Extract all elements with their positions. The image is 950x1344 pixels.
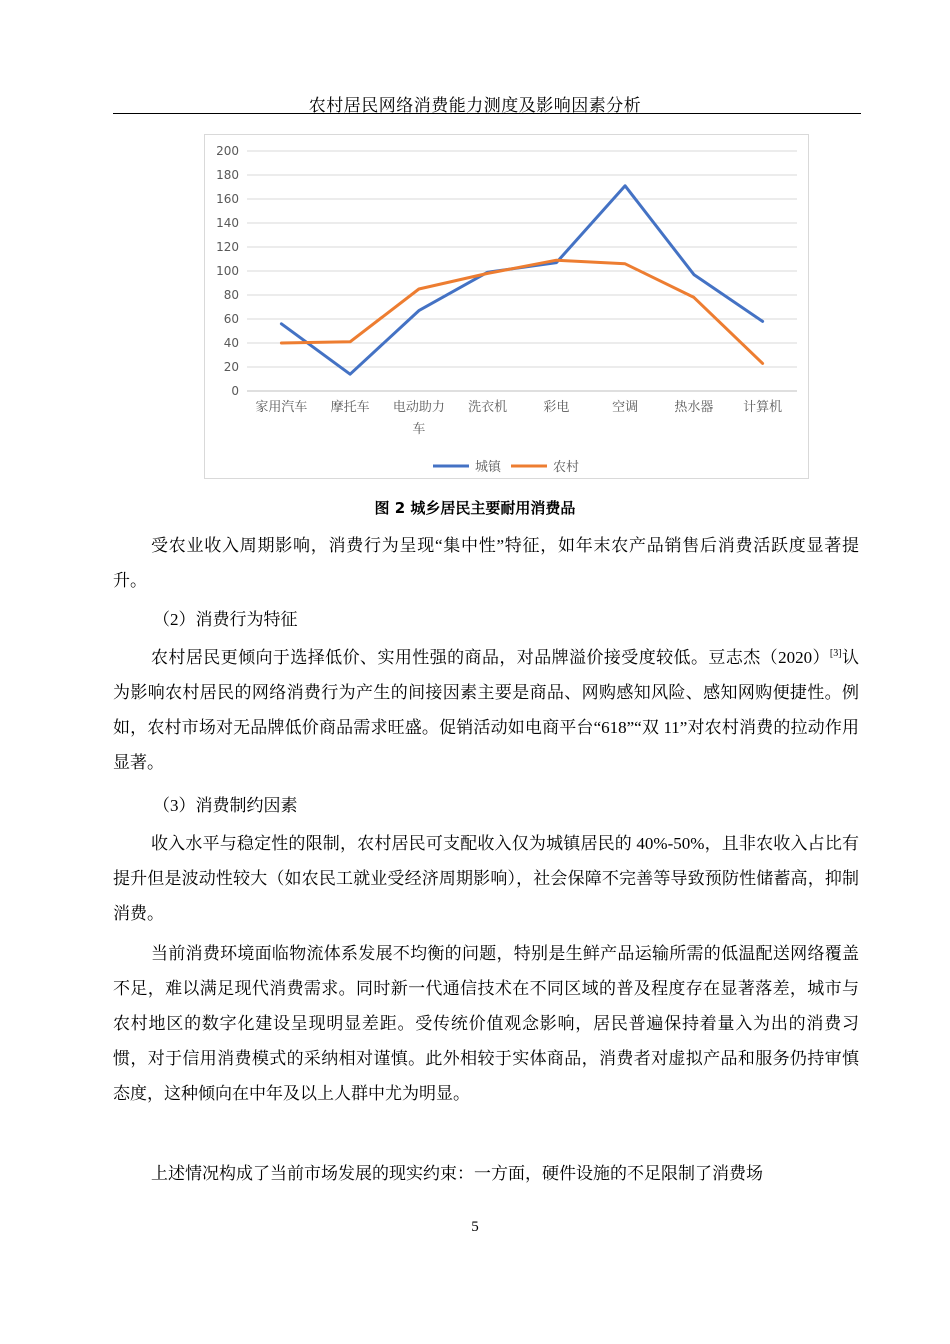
x-category-label: 热水器 xyxy=(674,400,714,415)
x-category-label: 彩电 xyxy=(543,400,570,415)
paragraph-2 xyxy=(113,640,859,780)
y-tick-label: 200 xyxy=(216,144,239,158)
paragraph-2-text-a: 农村居民更倾向于选择低价、实用性强的商品，对品牌溢价接受度较低。豆志杰（2020） xyxy=(151,648,830,667)
x-category-label: 空调 xyxy=(612,400,639,415)
subheading-constraints: （3）消费制约因素 xyxy=(153,796,298,815)
y-tick-label: 120 xyxy=(216,240,239,254)
x-category-label: 摩托车 xyxy=(330,400,370,415)
series-line-0 xyxy=(281,186,762,374)
paragraph-1: 受农业收入周期影响，消费行为呈现“集中性”特征，如年末农产品销售后消费活跃度显著提升。 xyxy=(113,536,859,590)
y-tick-label: 40 xyxy=(223,336,239,350)
y-tick-label: 140 xyxy=(216,216,239,230)
y-tick-label: 60 xyxy=(223,312,239,326)
series-line-1 xyxy=(281,260,762,363)
citation-reference: [3] xyxy=(829,648,842,659)
y-tick-label: 20 xyxy=(223,360,239,374)
page-number: 5 xyxy=(471,1219,479,1235)
x-category-label: 电动助力 xyxy=(392,400,445,415)
y-tick-label: 160 xyxy=(216,192,239,206)
y-tick-label: 0 xyxy=(231,384,239,398)
running-header-title: 农村居民网络消费能力测度及影响因素分析 xyxy=(308,96,642,115)
figure-caption: 图 2 城乡居民主要耐用消费品 xyxy=(374,499,576,517)
x-category-label: 家用汽车 xyxy=(255,400,308,415)
y-tick-label: 80 xyxy=(223,288,239,302)
legend-label: 城镇 xyxy=(475,460,502,475)
header-rule xyxy=(113,113,861,114)
paragraph-4: 当前消费环境面临物流体系发展不均衡的问题，特别是生鲜产品运输所需的低温配送网络覆盖不足，难以满足现代消费需求。同时新一代通信技术在不同区域的普及程度存在显著落差，城市与农村地区的数字化建设呈现明显差距。受传统价值观念影响，居民普遍保持着量入为出的消费习惯，对于信用消费模式的采纳相对谨慎。此外相较于实体商品，消费者对虚拟产品和服务仍持审慎态度，这种倾向在中年及以上人群中尤为明显。 xyxy=(113,944,859,1103)
paragraph-2-text-b: 认为影响农村居民的网络消费行为产生的间接因素主要是商品、网购感知风险、感知网购便捷性。例如，农村市场对无品牌低价商品需求旺盛。促销活动如电商平台“618”“双 11”对农村消费的拉动作用显著。 xyxy=(113,648,860,772)
x-category-label: 计算机 xyxy=(743,400,783,415)
y-tick-label: 100 xyxy=(216,264,239,278)
line-chart xyxy=(205,135,810,480)
y-tick-label: 180 xyxy=(216,168,239,182)
legend-label: 农村 xyxy=(553,460,580,475)
x-category-label: 洗衣机 xyxy=(468,400,508,415)
subheading-consumer-behavior: （2）消费行为特征 xyxy=(153,610,298,629)
x-category-label: 车 xyxy=(412,422,426,437)
paragraph-5: 上述情况构成了当前市场发展的现实约束：一方面，硬件设施的不足限制了消费场 xyxy=(151,1164,763,1183)
chart-container xyxy=(204,134,809,479)
paragraph-3: 收入水平与稳定性的限制，农村居民可支配收入仅为城镇居民的 40%-50%，且非农收入占比有提升但是波动性较大（如农民工就业受经济周期影响），社会保障不完善等导致预防性储蓄高，抑制消费。 xyxy=(113,834,859,923)
